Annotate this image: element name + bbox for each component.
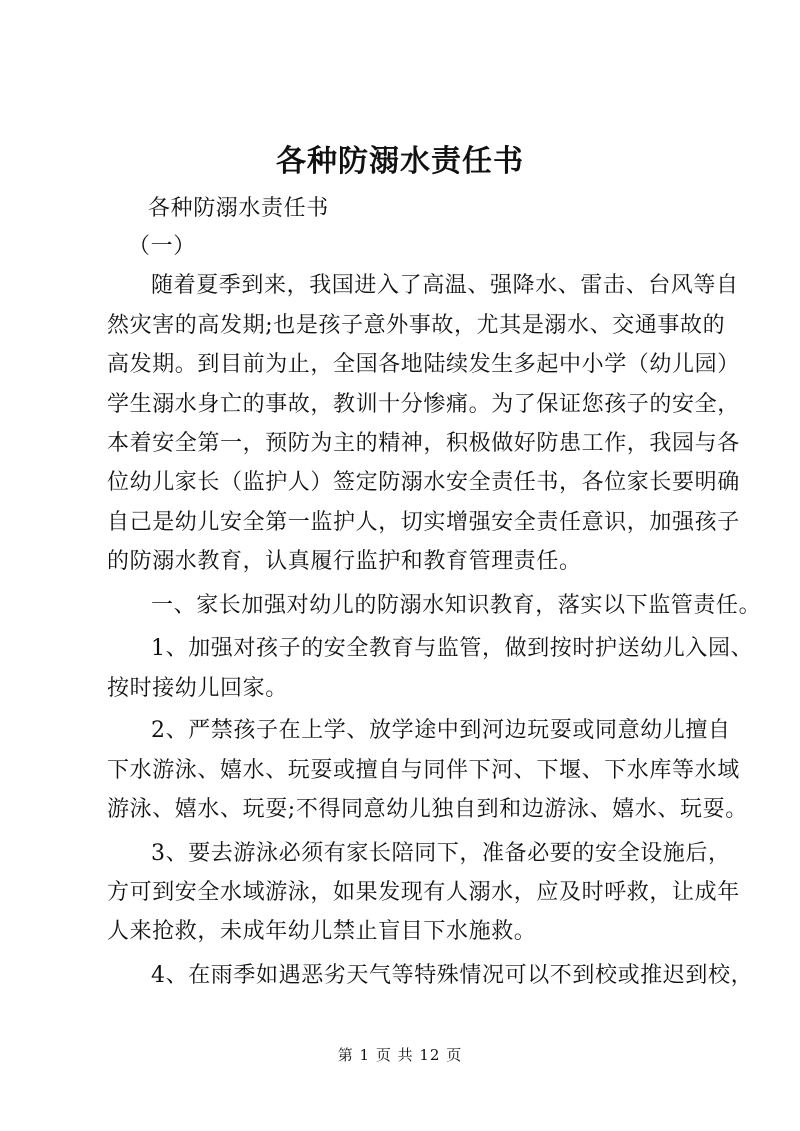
paragraph-line: 学生溺水身亡的事故，教训十分惨痛。为了保证您孩子的安全， [107, 392, 740, 417]
paragraph-line: 自己是幼儿安全第一监护人，切实增强安全责任意识，加强孩子 [107, 510, 740, 535]
document-title: 各种防溺水责任书 [276, 144, 524, 179]
paragraph-line: 2、严禁孩子在上学、放学途中到河边玩耍或同意幼儿擅自 [151, 718, 731, 743]
paragraph-line: 然灾害的高发期;也是孩子意外事故，尤其是溺水、交通事故的 [107, 313, 726, 338]
paragraph-line: 按时接幼儿回家。 [107, 676, 288, 701]
paragraph-line: 人来抢救，未成年幼儿禁止盲目下水施救。 [107, 919, 537, 944]
section-marker: （一） [128, 234, 196, 259]
page-number-footer: 第 1 页 共 12 页 [337, 1046, 463, 1064]
paragraph-line: 位幼儿家长（监护人）签定防溺水安全责任书，各位家长要明确 [107, 470, 740, 495]
paragraph-line: 1、加强对孩子的安全教育与监管，做到按时护送幼儿入园、 [151, 636, 754, 661]
paragraph-line: 一、家长加强对幼儿的防溺水知识教育，落实以下监管责任。 [151, 593, 762, 618]
paragraph-line: 4、在雨季如遇恶劣天气等特殊情况可以不到校或推迟到校， [151, 963, 754, 988]
paragraph-line: 随着夏季到来，我国进入了高温、强降水、雷击、台风等自 [151, 273, 739, 298]
paragraph-line: 游泳、嬉水、玩耍;不得同意幼儿独自到和边游泳、嬉水、玩耍。 [107, 797, 748, 822]
paragraph-line: 高发期。到目前为止，全国各地陆续发生多起中小学（幼儿园） [107, 352, 740, 377]
paragraph-line: 方可到安全水域游泳，如果发现有人溺水，应及时呼救，让成年 [107, 880, 740, 905]
document-subtitle: 各种防溺水责任书 [148, 196, 329, 221]
paragraph-line: 3、要去游泳必须有家长陪同下，准备必要的安全设施后， [151, 841, 731, 866]
paragraph-line: 本着安全第一，预防为主的精神，积极做好防患工作，我园与各 [107, 431, 740, 456]
paragraph-line: 的防溺水教育，认真履行监护和教育管理责任。 [107, 549, 582, 574]
paragraph-line: 下水游泳、嬉水、玩耍或擅自与同伴下河、下堰、下水库等水域 [107, 758, 740, 783]
